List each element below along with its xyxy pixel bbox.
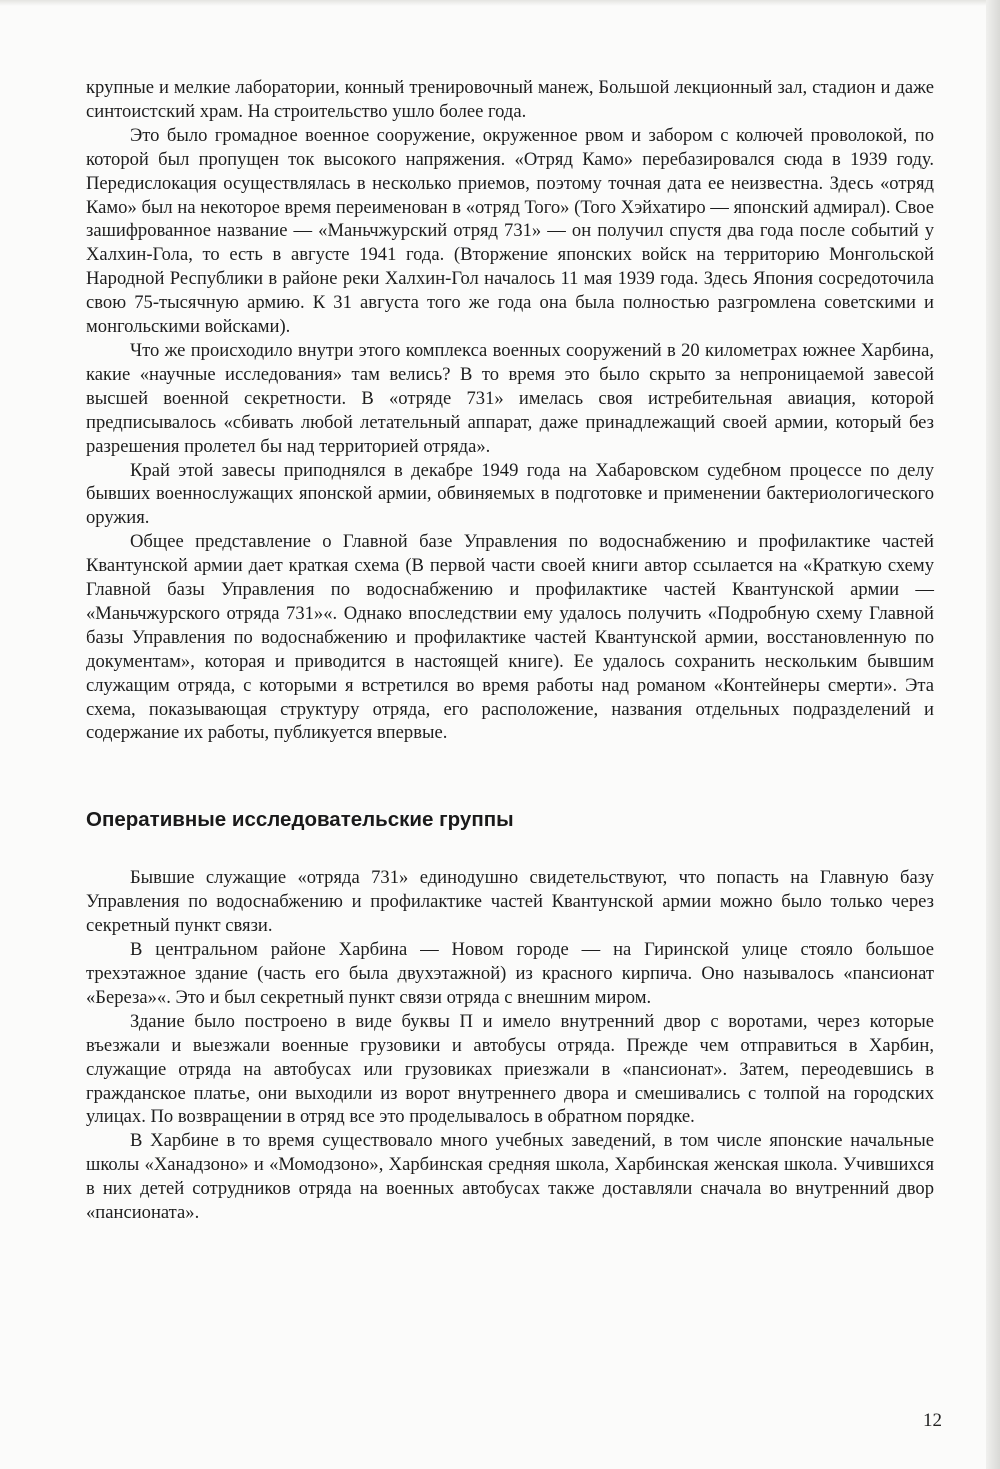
- paragraph: Край этой завесы приподнялся в декабре 1949 года на Хабаровском судебном процессе по делу бывших военнослужащих японской армии, обвиняемых в подготовке и применении бактериологического оружия.: [86, 459, 934, 529]
- page-edge-shadow: [986, 0, 1000, 1469]
- paragraph: Это было громадное военное сооружение, окруженное рвом и забором с колючей проволокой, по которой был пропущен ток высокого напряжения. «Отряд Камо» перебазировался сюда в 1939 году. Передислокация осуществлялась в несколько приемов, поэтому точная дата ее неизвестна. Здесь «отряд Камо» был на некоторое время переименован в «отряд Того» (Того Хэйхатиро — японский адмирал). Свое зашифрованное название — «Маньчжурский отряд 731» — он получил спустя два года после событий у Халхин-Гола, то есть в августе 1941 года. (Вторжение японских войск на территорию Монгольской Народной Республики в районе реки Халхин-Гол началось 11 мая 1939 года. Здесь Япония сосредоточила свою 75-тысячную армию. К 31 августа того же года она была полностью разгромлена советскими и монгольскими войсками).: [86, 124, 934, 338]
- paragraph-continued: крупные и мелкие лаборатории, конный тренировочный манеж, Большой лекционный зал, стадион и даже синтоистский храм. На строительство ушло более года.: [86, 77, 934, 122]
- section-heading: Оперативные исследовательские группы: [86, 808, 514, 832]
- paragraph: В Харбине в то время существовало много учебных заведений, в том числе японские начальные школы «Ханадзоно» и «Момодзоно», Харбинская средняя школа, Харбинская женская школа. Учившихся в них детей сотрудников отряда на военных автобусах также доставляли сначала во внутренний двор «пансионата».: [86, 1130, 934, 1224]
- page-number: 12: [923, 1410, 942, 1431]
- paragraph: Общее представление о Главной базе Управления по водоснабжению и профилактике частей Квантунской армии дает краткая схема (В первой части своей книги автор ссылается на «Краткую схему Главной базы Управления по водоснабжению и профилактике частей Квантунской армии — «Маньчжурского отряда 731»«. Однако впоследствии ему удалось получить «Подробную схему Главной базы Управления по водоснабжению и профилактике частей Квантунской армии, восстановленную по документам», которая и приводится в настоящей книге). Ее удалось сохранить нескольким бывшим служащим отряда, с которыми я встретился во время работы над романом «Контейнеры смерти». Эта схема, показывающая структуру отряда, его расположение, названия отдельных подразделений и содержание их работы, публикуется впервые.: [86, 531, 934, 744]
- paragraph: Здание было построено в виде буквы П и имело внутренний двор с воротами, через которые въезжали и выезжали военные грузовики и автобусы отряда. Прежде чем отправиться в Харбин, служащие отряда на автобусах или грузовиках приезжали в «пансионат». Затем, переодевшись в гражданское платье, они выходили из ворот внутреннего двора и смешивались с толпой на городских улицах. По возвращении в отряд все это проделывалось в обратном порядке.: [86, 1010, 934, 1128]
- page-body: [86, 76, 934, 1225]
- paragraph: Бывшие служащие «отряда 731» единодушно свидетельствуют, что попасть на Главную базу Управления по водоснабжению и профилактике частей Квантунской армии можно было только через секретный пункт связи.: [86, 867, 934, 937]
- paragraph: В центральном районе Харбина — Новом городе — на Гиринской улице стояло большое трехэтажное здание (часть его была двухэтажной) из красного кирпича. Оно называлось «пансионат «Береза»«. Это и был секретный пункт связи отряда с внешним миром.: [86, 939, 934, 1008]
- page-top-shadow: [0, 0, 1000, 6]
- paragraph: Что же происходило внутри этого комплекса военных сооружений в 20 километрах южнее Харбина, какие «научные исследования» там велись? В то время это было скрыто за непроницаемой завесой высшей военной секретности. В «отряде 731» имелась своя истребительная авиация, которой предписывалось «сбивать любой летательный аппарат, даже принадлежащий своей армии, который без разрешения пролетел бы над территорией отряда».: [86, 339, 934, 457]
